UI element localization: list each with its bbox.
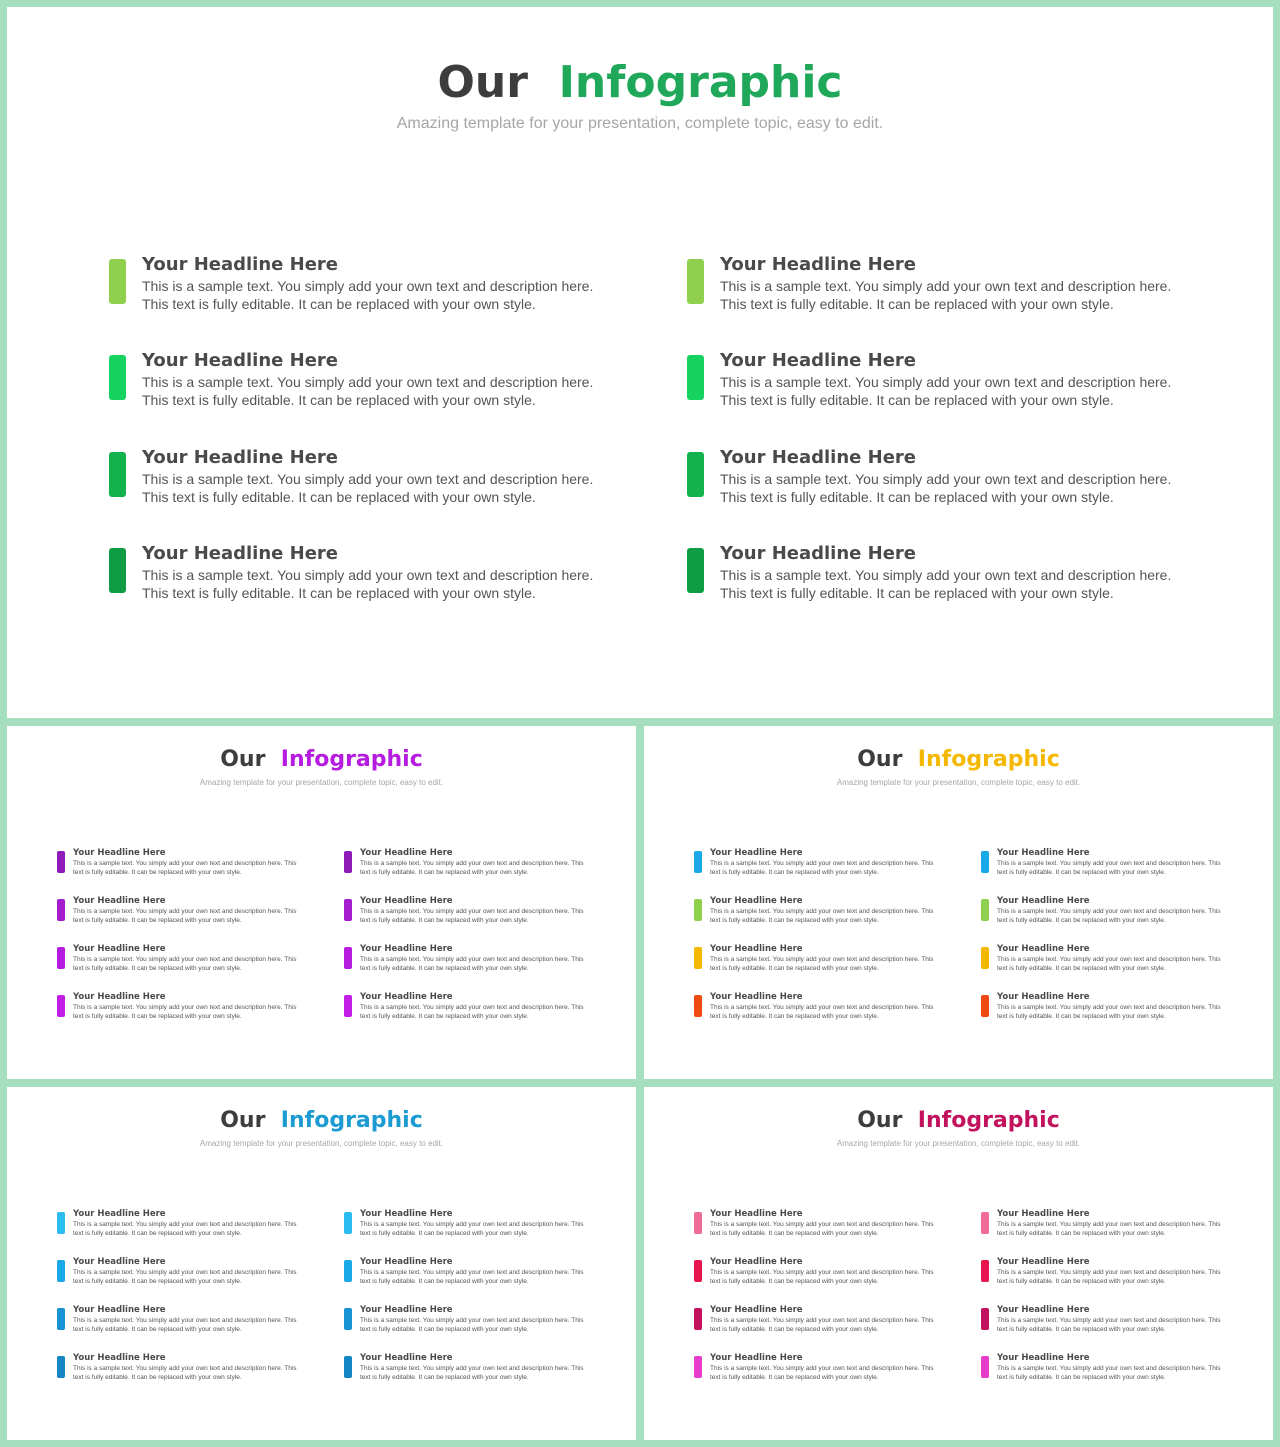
item-headline: Your Headline Here <box>360 1257 453 1267</box>
item-description: This is a sample text. You simply add your own text and description here. This text is fully editable. It can be replaced with your own style. <box>73 1221 297 1237</box>
color-bar-marker <box>694 1308 702 1330</box>
color-bar-marker <box>981 1260 989 1282</box>
item-description: This is a sample text. You simply add your own text and description here. This text is fully editable. It can be replaced with your own style. <box>360 908 584 924</box>
title-word-infographic: Infographic <box>558 57 843 108</box>
list-item <box>694 944 944 977</box>
color-bar-marker <box>344 1308 352 1330</box>
item-headline: Your Headline Here <box>997 992 1090 1002</box>
color-bar-marker <box>981 947 989 969</box>
item-description: This is a sample text. You simply add your own text and description here. This text is fully editable. It can be replaced with your own style. <box>142 374 594 408</box>
list-item <box>57 896 307 929</box>
item-headline: Your Headline Here <box>360 848 453 858</box>
color-bar-marker <box>344 851 352 873</box>
title-word-our: Our <box>437 57 528 108</box>
item-headline: Your Headline Here <box>710 992 803 1002</box>
color-bar-marker <box>344 1260 352 1282</box>
item-headline: Your Headline Here <box>73 1257 166 1267</box>
item-description: This is a sample text. You simply add your own text and description here. This text is fully editable. It can be replaced with your own style. <box>73 956 297 972</box>
item-description: This is a sample text. You simply add your own text and description here. This text is fully editable. It can be replaced with your own style. <box>710 908 934 924</box>
item-headline: Your Headline Here <box>360 992 453 1002</box>
color-bar-marker <box>57 947 65 969</box>
item-description: This is a sample text. You simply add your own text and description here. This text is fully editable. It can be replaced with your own style. <box>710 956 934 972</box>
item-headline: Your Headline Here <box>710 1257 803 1267</box>
item-description: This is a sample text. You simply add your own text and description here. This text is fully editable. It can be replaced with your own style. <box>360 1317 584 1333</box>
item-headline: Your Headline Here <box>73 1209 166 1219</box>
item-headline: Your Headline Here <box>710 944 803 954</box>
title-word-infographic: Infographic <box>280 1108 423 1133</box>
item-headline: Your Headline Here <box>360 1305 453 1315</box>
color-bar-marker <box>694 1356 702 1378</box>
item-description: This is a sample text. You simply add your own text and description here. This text is fully editable. It can be replaced with your own style. <box>720 374 1172 408</box>
color-bar-marker <box>694 851 702 873</box>
item-description: This is a sample text. You simply add your own text and description here. This text is fully editable. It can be replaced with your own style. <box>997 908 1221 924</box>
item-headline: Your Headline Here <box>720 254 916 275</box>
color-bar-marker <box>694 947 702 969</box>
list-item <box>981 896 1231 929</box>
list-item <box>344 1209 594 1242</box>
item-description: This is a sample text. You simply add your own text and description here. This text is fully editable. It can be replaced with your own style. <box>997 1004 1221 1020</box>
slide-subtitle: Amazing template for your presentation, complete topic, easy to edit. <box>836 1139 1081 1148</box>
list-item <box>344 896 594 929</box>
color-bar-marker <box>57 1308 65 1330</box>
item-description: This is a sample text. You simply add your own text and description here. This text is fully editable. It can be replaced with your own style. <box>997 1269 1221 1285</box>
color-bar-marker <box>694 1260 702 1282</box>
color-bar-marker <box>109 355 126 400</box>
list-item <box>981 848 1231 881</box>
list-item <box>57 1209 307 1242</box>
item-headline: Your Headline Here <box>360 896 453 906</box>
item-description: This is a sample text. You simply add your own text and description here. This text is fully editable. It can be replaced with your own style. <box>720 471 1172 505</box>
item-description: This is a sample text. You simply add your own text and description here. This text is fully editable. It can be replaced with your own style. <box>997 860 1221 876</box>
item-headline: Your Headline Here <box>997 1305 1090 1315</box>
list-item <box>687 543 1187 608</box>
color-bar-marker <box>981 899 989 921</box>
color-bar-marker <box>981 1308 989 1330</box>
list-item <box>687 447 1187 512</box>
item-headline: Your Headline Here <box>360 1353 453 1363</box>
color-bar-marker <box>57 1260 65 1282</box>
item-description: This is a sample text. You simply add your own text and description here. This text is fully editable. It can be replaced with your own style. <box>73 1317 297 1333</box>
item-headline: Your Headline Here <box>997 1209 1090 1219</box>
color-bar-marker <box>57 851 65 873</box>
item-headline: Your Headline Here <box>720 543 916 564</box>
item-headline: Your Headline Here <box>720 447 916 468</box>
color-bar-marker <box>344 1212 352 1234</box>
slide-subtitle: Amazing template for your presentation, complete topic, easy to edit. <box>199 778 444 787</box>
item-headline: Your Headline Here <box>710 1353 803 1363</box>
title-word-our: Our <box>220 747 266 772</box>
list-item <box>694 1257 944 1290</box>
slide-blue <box>7 1087 636 1440</box>
slide-title <box>644 1108 1273 1133</box>
item-description: This is a sample text. You simply add your own text and description here. This text is fully editable. It can be replaced with your own style. <box>73 908 297 924</box>
color-bar-marker <box>981 851 989 873</box>
item-headline: Your Headline Here <box>142 543 338 564</box>
list-item <box>344 992 594 1025</box>
color-bar-marker <box>694 1212 702 1234</box>
item-headline: Your Headline Here <box>710 848 803 858</box>
slide-subtitle: Amazing template for your presentation, complete topic, easy to edit. <box>836 778 1081 787</box>
title-word-infographic: Infographic <box>917 1108 1060 1133</box>
item-description: This is a sample text. You simply add your own text and description here. This text is fully editable. It can be replaced with your own style. <box>710 1221 934 1237</box>
list-item <box>981 992 1231 1025</box>
item-headline: Your Headline Here <box>73 992 166 1002</box>
list-item <box>981 1257 1231 1290</box>
color-bar-marker <box>57 1212 65 1234</box>
item-headline: Your Headline Here <box>360 944 453 954</box>
item-description: This is a sample text. You simply add your own text and description here. This text is fully editable. It can be replaced with your own style. <box>142 471 594 505</box>
item-headline: Your Headline Here <box>997 896 1090 906</box>
item-description: This is a sample text. You simply add your own text and description here. This text is fully editable. It can be replaced with your own style. <box>360 860 584 876</box>
item-description: This is a sample text. You simply add your own text and description here. This text is fully editable. It can be replaced with your own style. <box>710 1004 934 1020</box>
list-item <box>694 1209 944 1242</box>
slide-subtitle: Amazing template for your presentation, complete topic, easy to edit. <box>396 115 884 132</box>
item-headline: Your Headline Here <box>710 896 803 906</box>
item-headline: Your Headline Here <box>142 447 338 468</box>
item-description: This is a sample text. You simply add your own text and description here. This text is fully editable. It can be replaced with your own style. <box>360 956 584 972</box>
list-item <box>57 848 307 881</box>
color-bar-marker <box>981 1212 989 1234</box>
list-item <box>57 1305 307 1338</box>
item-description: This is a sample text. You simply add your own text and description here. This text is fully editable. It can be replaced with your own style. <box>720 278 1172 312</box>
item-description: This is a sample text. You simply add your own text and description here. This text is fully editable. It can be replaced with your own style. <box>73 860 297 876</box>
color-bar-marker <box>687 355 704 400</box>
item-headline: Your Headline Here <box>710 1305 803 1315</box>
list-item <box>57 1257 307 1290</box>
item-description: This is a sample text. You simply add your own text and description here. This text is fully editable. It can be replaced with your own style. <box>710 1269 934 1285</box>
slide-pink <box>644 1087 1273 1440</box>
list-item <box>344 1257 594 1290</box>
title-word-infographic: Infographic <box>917 747 1060 772</box>
item-description: This is a sample text. You simply add your own text and description here. This text is fully editable. It can be replaced with your own style. <box>997 1317 1221 1333</box>
slide-title <box>644 747 1273 772</box>
list-item <box>694 1305 944 1338</box>
list-item <box>57 944 307 977</box>
item-description: This is a sample text. You simply add your own text and description here. This text is fully editable. It can be replaced with your own style. <box>710 860 934 876</box>
slide-yellow <box>644 726 1273 1079</box>
item-description: This is a sample text. You simply add your own text and description here. This text is fully editable. It can be replaced with your own style. <box>360 1221 584 1237</box>
item-description: This is a sample text. You simply add your own text and description here. This text is fully editable. It can be replaced with your own style. <box>997 956 1221 972</box>
color-bar-marker <box>981 995 989 1017</box>
color-bar-marker <box>344 947 352 969</box>
list-item <box>981 1305 1231 1338</box>
item-description: This is a sample text. You simply add your own text and description here. This text is fully editable. It can be replaced with your own style. <box>142 567 594 601</box>
list-item <box>694 1353 944 1386</box>
slide-green <box>7 7 1273 718</box>
list-item <box>109 254 609 319</box>
item-description: This is a sample text. You simply add your own text and description here. This text is fully editable. It can be replaced with your own style. <box>73 1004 297 1020</box>
color-bar-marker <box>687 548 704 593</box>
list-item <box>109 350 609 415</box>
item-headline: Your Headline Here <box>997 1257 1090 1267</box>
item-headline: Your Headline Here <box>997 848 1090 858</box>
color-bar-marker <box>344 1356 352 1378</box>
list-item <box>981 944 1231 977</box>
list-item <box>57 992 307 1025</box>
list-item <box>344 1305 594 1338</box>
list-item <box>344 848 594 881</box>
color-bar-marker <box>57 899 65 921</box>
item-headline: Your Headline Here <box>720 350 916 371</box>
list-item <box>687 350 1187 415</box>
item-description: This is a sample text. You simply add your own text and description here. This text is fully editable. It can be replaced with your own style. <box>360 1269 584 1285</box>
item-headline: Your Headline Here <box>73 896 166 906</box>
list-item <box>109 447 609 512</box>
color-bar-marker <box>109 259 126 304</box>
list-item <box>344 944 594 977</box>
title-word-infographic: Infographic <box>280 747 423 772</box>
color-bar-marker <box>109 548 126 593</box>
color-bar-marker <box>344 995 352 1017</box>
slide-title <box>7 1108 636 1133</box>
item-headline: Your Headline Here <box>142 254 338 275</box>
list-item <box>694 896 944 929</box>
slide-title <box>7 57 1273 108</box>
item-description: This is a sample text. You simply add your own text and description here. This text is fully editable. It can be replaced with your own style. <box>73 1365 297 1381</box>
color-bar-marker <box>344 899 352 921</box>
list-item <box>57 1353 307 1386</box>
item-description: This is a sample text. You simply add your own text and description here. This text is fully editable. It can be replaced with your own style. <box>73 1269 297 1285</box>
slide-purple <box>7 726 636 1079</box>
item-description: This is a sample text. You simply add your own text and description here. This text is fully editable. It can be replaced with your own style. <box>720 567 1172 601</box>
item-description: This is a sample text. You simply add your own text and description here. This text is fully editable. It can be replaced with your own style. <box>997 1221 1221 1237</box>
item-description: This is a sample text. You simply add your own text and description here. This text is fully editable. It can be replaced with your own style. <box>997 1365 1221 1381</box>
color-bar-marker <box>57 995 65 1017</box>
color-bar-marker <box>109 452 126 497</box>
item-headline: Your Headline Here <box>997 1353 1090 1363</box>
title-word-our: Our <box>220 1108 266 1133</box>
list-item <box>981 1209 1231 1242</box>
slide-subtitle: Amazing template for your presentation, complete topic, easy to edit. <box>199 1139 444 1148</box>
list-item <box>687 254 1187 319</box>
list-item <box>344 1353 594 1386</box>
item-headline: Your Headline Here <box>73 1305 166 1315</box>
item-description: This is a sample text. You simply add your own text and description here. This text is fully editable. It can be replaced with your own style. <box>360 1365 584 1381</box>
list-item <box>694 848 944 881</box>
title-word-our: Our <box>857 1108 903 1133</box>
item-headline: Your Headline Here <box>73 1353 166 1363</box>
item-description: This is a sample text. You simply add your own text and description here. This text is fully editable. It can be replaced with your own style. <box>710 1365 934 1381</box>
item-description: This is a sample text. You simply add your own text and description here. This text is fully editable. It can be replaced with your own style. <box>710 1317 934 1333</box>
item-headline: Your Headline Here <box>142 350 338 371</box>
item-headline: Your Headline Here <box>73 848 166 858</box>
list-item <box>981 1353 1231 1386</box>
item-headline: Your Headline Here <box>73 944 166 954</box>
color-bar-marker <box>57 1356 65 1378</box>
list-item <box>694 992 944 1025</box>
color-bar-marker <box>694 995 702 1017</box>
slide-title <box>7 747 636 772</box>
title-word-our: Our <box>857 747 903 772</box>
item-description: This is a sample text. You simply add your own text and description here. This text is fully editable. It can be replaced with your own style. <box>360 1004 584 1020</box>
color-bar-marker <box>694 899 702 921</box>
list-item <box>109 543 609 608</box>
color-bar-marker <box>687 259 704 304</box>
item-headline: Your Headline Here <box>997 944 1090 954</box>
color-bar-marker <box>981 1356 989 1378</box>
item-description: This is a sample text. You simply add your own text and description here. This text is fully editable. It can be replaced with your own style. <box>142 278 594 312</box>
item-headline: Your Headline Here <box>710 1209 803 1219</box>
item-headline: Your Headline Here <box>360 1209 453 1219</box>
color-bar-marker <box>687 452 704 497</box>
